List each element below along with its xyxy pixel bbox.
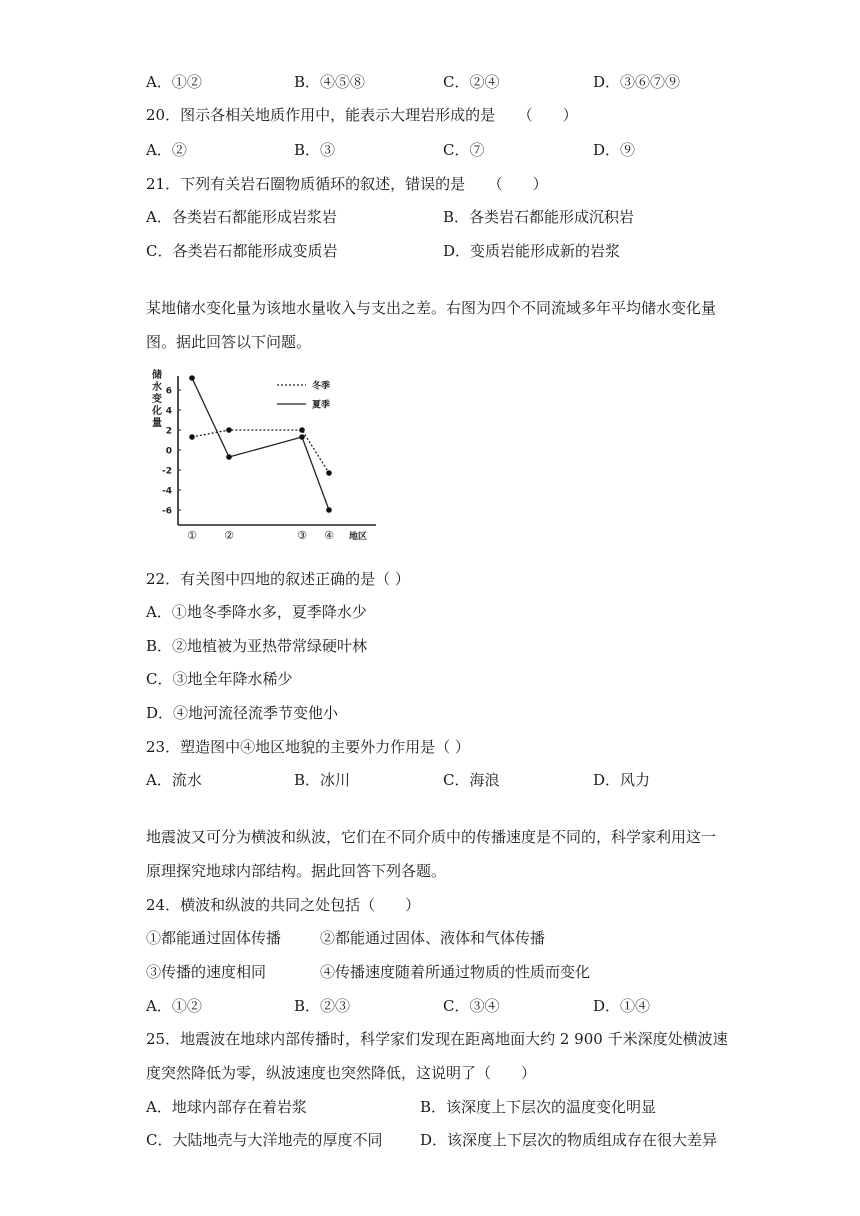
q21-option-c: C．各类岩石都能形成变质岩 [146, 242, 338, 260]
data-point [326, 507, 332, 513]
data-point [299, 427, 305, 433]
q23-option-b: B．冰川 [294, 771, 351, 789]
y-tick-label: 6 [165, 386, 172, 397]
water-storage-chart [140, 368, 380, 548]
q25-option-c: C．大陆地壳与大洋地壳的厚度不同 [146, 1131, 383, 1149]
data-point [226, 454, 232, 460]
q20-stem: 20．图示各相关地质作用中，能表示大理岩形成的是 （ ） [146, 106, 578, 124]
q22-option-a: A．①地冬季降水多，夏季降水少 [146, 603, 367, 621]
q25-stem-line-1: 25．地震波在地球内部传播时，科学家们发现在距离地面大约 2 900 千米深度处横波速 [146, 1030, 728, 1048]
y-tick-label: -4 [162, 486, 172, 497]
q23-option-c: C．海浪 [443, 771, 500, 789]
q25-option-d: D．该深度上下层次的物质组成存在很大差异 [420, 1131, 718, 1149]
x-tick-label: ④ [324, 529, 334, 542]
q24-stem: 24．横波和纵波的共同之处包括（ ） [146, 896, 421, 914]
passage-2-line-2: 原理探究地球内部结构。据此回答下列各题。 [146, 862, 447, 880]
q23-option-d: D．风力 [593, 771, 651, 789]
y-axis-label-char: 变 [152, 394, 162, 405]
q22-option-c: C．③地全年降水稀少 [146, 670, 293, 688]
x-tick-label: ① [187, 529, 197, 542]
q23-stem: 23．塑造图中④地区地貌的主要外力作用是（ ） [146, 738, 470, 756]
q19-option-d: D．③⑥⑦⑨ [593, 73, 681, 91]
data-point [326, 470, 332, 476]
q24-option-b: B．②③ [294, 997, 351, 1015]
q24-statement-1: ①都能通过固体传播 [146, 929, 282, 947]
q22-option-b: B．②地植被为亚热带常绿硬叶林 [146, 637, 368, 655]
q21-option-d: D．变质岩能形成新的岩浆 [443, 242, 621, 260]
legend-label: 冬季 [312, 381, 331, 392]
q19-option-c: C．②④ [443, 73, 500, 91]
q22-option-d: D．④地河流径流季节变他小 [146, 704, 339, 722]
q25-option-b: B．该深度上下层次的温度变化明显 [420, 1098, 657, 1116]
data-point [189, 434, 195, 440]
q19-option-b: B．④⑤⑧ [294, 73, 366, 91]
y-axis-label-char: 水 [152, 382, 162, 393]
q21-option-a: A．各类岩石都能形成岩浆岩 [146, 208, 337, 226]
y-axis-label-char: 化 [152, 406, 162, 417]
q23-option-a: A．流水 [146, 771, 202, 789]
y-axis-label-group [151, 368, 163, 429]
q22-stem: 22．有关图中四地的叙述正确的是（ ） [146, 570, 410, 588]
q25-option-a: A．地球内部存在着岩浆 [146, 1098, 307, 1116]
q24-option-c: C．③④ [443, 997, 500, 1015]
q24-statement-4: ④传播速度随着所通过物质的性质而变化 [320, 963, 591, 981]
q20-option-b: B．③ [294, 141, 336, 159]
passage-1-line-1: 某地储水变化量为该地水量收入与支出之差。右图为四个不同流域多年平均储水变化量 [146, 299, 717, 317]
q24-option-d: D．①④ [593, 997, 651, 1015]
q21-stem: 21．下列有关岩石圈物质循环的叙述，错误的是 （ ） [146, 175, 548, 193]
legend-label: 夏季 [312, 400, 331, 411]
chart-axes [178, 376, 376, 525]
q19-option-a: A．①② [146, 73, 202, 91]
q21-option-b: B．各类岩石都能形成沉积岩 [443, 208, 635, 226]
q20-option-d: D．⑨ [593, 141, 636, 159]
q24-statement-3: ③传播的速度相同 [146, 963, 267, 981]
chart-legend [277, 380, 330, 411]
q25-stem-line-2: 度突然降低为零，纵波速度也突然降低，这说明了（ ） [146, 1064, 537, 1082]
q24-option-a: A．①② [146, 997, 202, 1015]
passage-2-line-1: 地震波又可分为横波和纵波，它们在不同介质中的传播速度是不同的，科学家利用这一 [146, 828, 717, 846]
x-axis-label: 地区 [348, 532, 368, 542]
q24-statement-2: ②都能通过固体、液体和气体传播 [320, 929, 546, 947]
y-tick-label: 4 [165, 406, 172, 417]
data-point [189, 375, 195, 381]
y-tick-label: -2 [162, 466, 172, 477]
series-line-2 [192, 378, 329, 510]
data-point [226, 427, 232, 433]
y-axis-label-char: 储 [152, 370, 162, 381]
data-point [299, 434, 305, 440]
q20-option-c: C．⑦ [443, 141, 485, 159]
x-tick-label: ② [224, 529, 234, 542]
series-line-1 [192, 430, 329, 473]
passage-1-line-2: 图。据此回答以下问题。 [146, 333, 312, 351]
x-axis-ticks [187, 529, 367, 542]
x-tick-label: ③ [297, 529, 307, 542]
y-tick-label: -6 [162, 506, 172, 517]
y-tick-label: 0 [165, 446, 172, 457]
q20-option-a: A．② [146, 141, 187, 159]
y-axis-label-char: 量 [152, 418, 162, 429]
y-tick-label: 2 [165, 426, 172, 437]
chart-series [189, 375, 332, 513]
